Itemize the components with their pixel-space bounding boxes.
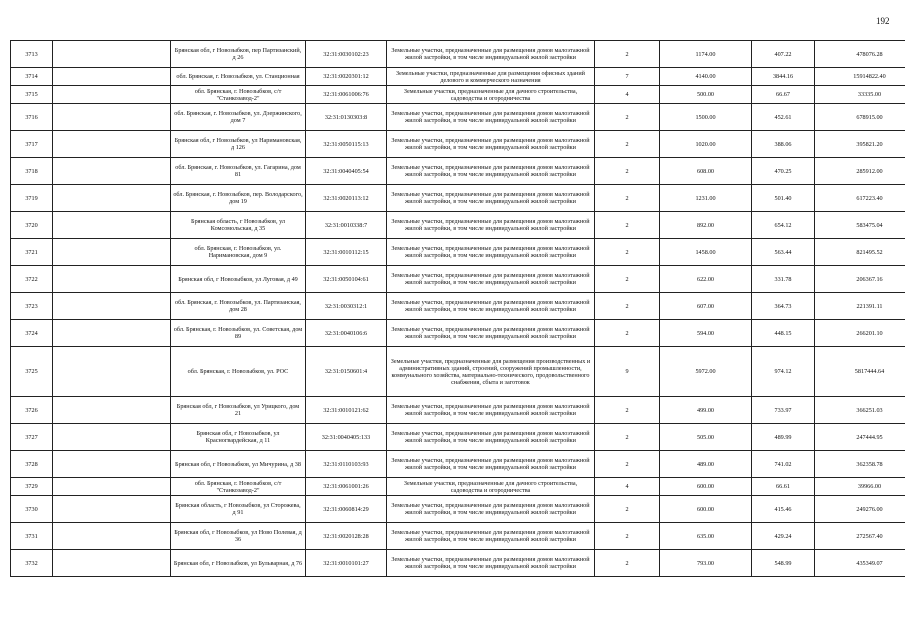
group-cell: 7 — [595, 68, 660, 86]
table-row — [11, 86, 905, 104]
unit-price-cell: 66.61 — [752, 478, 815, 496]
group-cell: 2 — [595, 550, 660, 577]
cadastral-number-cell: 32:31:0060814:29 — [306, 496, 387, 523]
area-cell: 505.00 — [660, 424, 752, 451]
table-row — [11, 293, 905, 320]
empty-cell — [53, 496, 171, 523]
land-use-cell: Земельные участки, предназначенные для размещения домов малоэтажной жилой застройки, в том числе индивидуальной жилой застройки — [387, 131, 595, 158]
row-number: 3732 — [11, 550, 53, 577]
cadastral-value-cell: 15914822.40 — [815, 68, 905, 86]
cadastral-value-cell: 821495.52 — [815, 239, 905, 266]
area-cell: 622.00 — [660, 266, 752, 293]
land-use-cell: Земельные участки, предназначенные для размещения офисных зданий делового и коммерческого назначения — [387, 68, 595, 86]
land-use-cell: Земельные участки, предназначенные для размещения домов малоэтажной жилой застройки, в том числе индивидуальной жилой застройки — [387, 496, 595, 523]
cadastral-value-cell: 285912.00 — [815, 158, 905, 185]
empty-cell — [53, 266, 171, 293]
land-use-cell: Земельные участки, предназначенные для размещения домов малоэтажной жилой застройки, в том числе индивидуальной жилой застройки — [387, 424, 595, 451]
table-row — [11, 41, 905, 68]
area-cell: 892.00 — [660, 212, 752, 239]
group-cell: 2 — [595, 239, 660, 266]
address-cell: Брянская обл, г Новозыбков, ул Луговая, д 49 — [171, 266, 306, 293]
group-cell: 4 — [595, 478, 660, 496]
cadastral-number-cell: 32:31:0010112:15 — [306, 239, 387, 266]
unit-price-cell: 501.40 — [752, 185, 815, 212]
empty-cell — [53, 41, 171, 68]
address-cell: обл. Брянская, г. Новозыбков, ул. Советская, дом 89 — [171, 320, 306, 347]
table-row — [11, 496, 905, 523]
area-cell: 1500.00 — [660, 104, 752, 131]
cadastral-value-cell: 583475.04 — [815, 212, 905, 239]
cadastral-number-cell: 32:31:0040405:133 — [306, 424, 387, 451]
address-cell: Брянская обл, г Новозыбков, ул Урицкого, дом 21 — [171, 397, 306, 424]
table-row — [11, 212, 905, 239]
unit-price-cell: 452.61 — [752, 104, 815, 131]
area-cell: 1458.00 — [660, 239, 752, 266]
empty-cell — [53, 550, 171, 577]
cadastral-number-cell: 32:31:0040405:54 — [306, 158, 387, 185]
land-use-cell: Земельные участки, предназначенные для размещения домов малоэтажной жилой застройки, в том числе индивидуальной жилой застройки — [387, 104, 595, 131]
row-number: 3718 — [11, 158, 53, 185]
address-cell: обл. Брянская, г. Новозыбков, с/т "Станкозавод-2" — [171, 478, 306, 496]
unit-price-cell: 654.12 — [752, 212, 815, 239]
unit-price-cell: 415.46 — [752, 496, 815, 523]
row-number: 3717 — [11, 131, 53, 158]
land-use-cell: Земельные участки, предназначенные для размещения домов малоэтажной жилой застройки, в том числе индивидуальной жилой застройки — [387, 293, 595, 320]
cadastral-number-cell: 32:31:0020113:12 — [306, 185, 387, 212]
cadastral-value-cell: 5817444.64 — [815, 347, 905, 397]
group-cell: 2 — [595, 41, 660, 68]
unit-price-cell: 364.73 — [752, 293, 815, 320]
cadastral-value-cell: 395821.20 — [815, 131, 905, 158]
address-cell: обл. Брянская, г. Новозыбков, пер. Володарского, дом 19 — [171, 185, 306, 212]
land-use-cell: Земельные участки, предназначенные для размещения производственных и административных зданий, строений, сооружений промышленности, коммунального хозяйства, материально-технического, продовольственного снабжения, сбыта и заготовок — [387, 347, 595, 397]
land-use-cell: Земельные участки, предназначенные для размещения домов малоэтажной жилой застройки, в том числе индивидуальной жилой застройки — [387, 451, 595, 478]
cadastral-number-cell: 32:31:0030102:23 — [306, 41, 387, 68]
empty-cell — [53, 212, 171, 239]
cadastral-value-cell: 206367.16 — [815, 266, 905, 293]
table-row — [11, 320, 905, 347]
address-cell: Брянская обл, г Новозыбков, ул Мичурина, д 38 — [171, 451, 306, 478]
row-number: 3728 — [11, 451, 53, 478]
unit-price-cell: 489.99 — [752, 424, 815, 451]
unit-price-cell: 563.44 — [752, 239, 815, 266]
address-cell: Брянская обл, г Новозыбков, ул Наримановская, д 126 — [171, 131, 306, 158]
address-cell: обл. Брянская, г. Новозыбков, ул. Гагарина, дом 81 — [171, 158, 306, 185]
address-cell: обл. Брянская, г. Новозыбков, ул. Наримановская, дом 9 — [171, 239, 306, 266]
cadastral-value-cell: 33335.00 — [815, 86, 905, 104]
row-number: 3730 — [11, 496, 53, 523]
group-cell: 2 — [595, 320, 660, 347]
group-cell: 2 — [595, 424, 660, 451]
land-use-cell: Земельные участки, предназначенные для размещения домов малоэтажной жилой застройки, в том числе индивидуальной жилой застройки — [387, 266, 595, 293]
land-use-cell: Земельные участки, предназначенные для размещения домов малоэтажной жилой застройки, в том числе индивидуальной жилой застройки — [387, 239, 595, 266]
cadastral-number-cell: 32:31:0061006:76 — [306, 86, 387, 104]
land-use-cell: Земельные участки, предназначенные для дачного строительства, садоводства и огородничества — [387, 478, 595, 496]
cadastral-value-cell: 478076.28 — [815, 41, 905, 68]
row-number: 3721 — [11, 239, 53, 266]
cadastral-value-cell: 249276.00 — [815, 496, 905, 523]
unit-price-cell: 974.12 — [752, 347, 815, 397]
cadastral-number-cell: 32:31:0010121:62 — [306, 397, 387, 424]
empty-cell — [53, 293, 171, 320]
table-row — [11, 478, 905, 496]
area-cell: 594.00 — [660, 320, 752, 347]
area-cell: 1174.00 — [660, 41, 752, 68]
cadastral-value-cell: 366251.03 — [815, 397, 905, 424]
group-cell: 2 — [595, 158, 660, 185]
group-cell: 2 — [595, 293, 660, 320]
land-registry-table — [10, 40, 905, 577]
row-number: 3725 — [11, 347, 53, 397]
land-use-cell: Земельные участки, предназначенные для размещения домов малоэтажной жилой застройки, в том числе индивидуальной жилой застройки — [387, 41, 595, 68]
area-cell: 499.00 — [660, 397, 752, 424]
address-cell: обл. Брянская, г. Новозыбков, с/т "Станкозавод-2" — [171, 86, 306, 104]
unit-price-cell: 388.06 — [752, 131, 815, 158]
row-number: 3726 — [11, 397, 53, 424]
address-cell: обл. Брянская, г. Новозыбков, ул. Станционная — [171, 68, 306, 86]
empty-cell — [53, 239, 171, 266]
address-cell: обл. Брянская, г. Новозыбков, ул. РОС — [171, 347, 306, 397]
cadastral-value-cell: 39966.00 — [815, 478, 905, 496]
area-cell: 4140.00 — [660, 68, 752, 86]
group-cell: 2 — [595, 523, 660, 550]
group-cell: 2 — [595, 397, 660, 424]
cadastral-value-cell: 435349.07 — [815, 550, 905, 577]
empty-cell — [53, 424, 171, 451]
cadastral-number-cell: 32:31:0040106:6 — [306, 320, 387, 347]
cadastral-value-cell: 247444.95 — [815, 424, 905, 451]
cadastral-number-cell: 32:31:0110103:93 — [306, 451, 387, 478]
table-row — [11, 266, 905, 293]
address-cell: Брянская обл, г Новозыбков, пер Партизанский, д 26 — [171, 41, 306, 68]
row-number: 3723 — [11, 293, 53, 320]
cadastral-number-cell: 32:31:0010338:7 — [306, 212, 387, 239]
table-row — [11, 424, 905, 451]
cadastral-value-cell: 678915.00 — [815, 104, 905, 131]
unit-price-cell: 66.67 — [752, 86, 815, 104]
land-use-cell: Земельные участки, предназначенные для размещения домов малоэтажной жилой застройки, в том числе индивидуальной жилой застройки — [387, 523, 595, 550]
cadastral-number-cell: 32:31:0020301:12 — [306, 68, 387, 86]
land-use-cell: Земельные участки, предназначенные для размещения домов малоэтажной жилой застройки, в том числе индивидуальной жилой застройки — [387, 212, 595, 239]
land-use-cell: Земельные участки, предназначенные для размещения домов малоэтажной жилой застройки, в том числе индивидуальной жилой застройки — [387, 185, 595, 212]
row-number: 3722 — [11, 266, 53, 293]
row-number: 3720 — [11, 212, 53, 239]
group-cell: 2 — [595, 212, 660, 239]
table-row — [11, 131, 905, 158]
land-use-cell: Земельные участки, предназначенные для дачного строительства, садоводства и огородничества — [387, 86, 595, 104]
group-cell: 2 — [595, 496, 660, 523]
table-row — [11, 397, 905, 424]
cadastral-number-cell: 32:31:0130303:8 — [306, 104, 387, 131]
group-cell: 2 — [595, 185, 660, 212]
area-cell: 635.00 — [660, 523, 752, 550]
group-cell: 2 — [595, 451, 660, 478]
land-use-cell: Земельные участки, предназначенные для размещения домов малоэтажной жилой застройки, в том числе индивидуальной жилой застройки — [387, 397, 595, 424]
unit-price-cell: 429.24 — [752, 523, 815, 550]
group-cell: 2 — [595, 131, 660, 158]
empty-cell — [53, 131, 171, 158]
area-cell: 1020.00 — [660, 131, 752, 158]
row-number: 3727 — [11, 424, 53, 451]
table-row — [11, 523, 905, 550]
cadastral-number-cell: 32:31:0010101:27 — [306, 550, 387, 577]
unit-price-cell: 448.15 — [752, 320, 815, 347]
address-cell: Брянская обл, г Новозыбков, ул Ново Полевая, д 36 — [171, 523, 306, 550]
row-number: 3715 — [11, 86, 53, 104]
area-cell: 600.00 — [660, 496, 752, 523]
table-body — [11, 41, 905, 577]
table-row — [11, 185, 905, 212]
cadastral-number-cell: 32:31:0061001:26 — [306, 478, 387, 496]
unit-price-cell: 407.22 — [752, 41, 815, 68]
area-cell: 500.00 — [660, 86, 752, 104]
cadastral-number-cell: 32:31:0050115:13 — [306, 131, 387, 158]
row-number: 3714 — [11, 68, 53, 86]
row-number: 3729 — [11, 478, 53, 496]
address-cell: Брянская обл, г Новозыбков, ул Красногвардейская, д 11 — [171, 424, 306, 451]
cadastral-value-cell: 272567.40 — [815, 523, 905, 550]
row-number: 3724 — [11, 320, 53, 347]
cadastral-value-cell: 362358.78 — [815, 451, 905, 478]
table-row — [11, 451, 905, 478]
unit-price-cell: 548.99 — [752, 550, 815, 577]
row-number: 3716 — [11, 104, 53, 131]
empty-cell — [53, 68, 171, 86]
empty-cell — [53, 104, 171, 131]
unit-price-cell: 741.02 — [752, 451, 815, 478]
empty-cell — [53, 397, 171, 424]
unit-price-cell: 733.97 — [752, 397, 815, 424]
cadastral-number-cell: 32:31:0020128:28 — [306, 523, 387, 550]
address-cell: Брянская область, г Новозыбков, ул Комсомольская, д 35 — [171, 212, 306, 239]
empty-cell — [53, 158, 171, 185]
address-cell: Брянская область, г Новозыбков, ул Сторожева, д 91 — [171, 496, 306, 523]
unit-price-cell: 331.78 — [752, 266, 815, 293]
area-cell: 1231.00 — [660, 185, 752, 212]
area-cell: 607.00 — [660, 293, 752, 320]
group-cell: 2 — [595, 266, 660, 293]
group-cell: 2 — [595, 104, 660, 131]
cadastral-number-cell: 32:31:0050104:61 — [306, 266, 387, 293]
cadastral-number-cell: 32:31:0150601:4 — [306, 347, 387, 397]
address-cell: Брянская обл, г Новозыбков, ул Бульварная, д 76 — [171, 550, 306, 577]
land-use-cell: Земельные участки, предназначенные для размещения домов малоэтажной жилой застройки, в том числе индивидуальной жилой застройки — [387, 158, 595, 185]
table-row — [11, 158, 905, 185]
unit-price-cell: 470.25 — [752, 158, 815, 185]
area-cell: 5972.00 — [660, 347, 752, 397]
land-use-cell: Земельные участки, предназначенные для размещения домов малоэтажной жилой застройки, в том числе индивидуальной жилой застройки — [387, 550, 595, 577]
table-row — [11, 347, 905, 397]
cadastral-value-cell: 221391.11 — [815, 293, 905, 320]
address-cell: обл. Брянская, г. Новозыбков, ул. Партизанская, дом 28 — [171, 293, 306, 320]
land-use-cell: Земельные участки, предназначенные для размещения домов малоэтажной жилой застройки, в том числе индивидуальной жилой застройки — [387, 320, 595, 347]
table-row — [11, 550, 905, 577]
empty-cell — [53, 478, 171, 496]
row-number: 3731 — [11, 523, 53, 550]
page-number: 192 — [876, 16, 890, 26]
empty-cell — [53, 320, 171, 347]
row-number: 3713 — [11, 41, 53, 68]
empty-cell — [53, 523, 171, 550]
unit-price-cell: 3844.16 — [752, 68, 815, 86]
empty-cell — [53, 86, 171, 104]
table-row — [11, 68, 905, 86]
cadastral-value-cell: 266201.10 — [815, 320, 905, 347]
area-cell: 608.00 — [660, 158, 752, 185]
table-row — [11, 104, 905, 131]
area-cell: 600.00 — [660, 478, 752, 496]
empty-cell — [53, 451, 171, 478]
area-cell: 793.00 — [660, 550, 752, 577]
row-number: 3719 — [11, 185, 53, 212]
empty-cell — [53, 347, 171, 397]
cadastral-value-cell: 617223.40 — [815, 185, 905, 212]
group-cell: 9 — [595, 347, 660, 397]
cadastral-number-cell: 32:31:0030312:1 — [306, 293, 387, 320]
empty-cell — [53, 185, 171, 212]
table-row — [11, 239, 905, 266]
address-cell: обл. Брянская, г. Новозыбков, ул. Дзержинского, дом 7 — [171, 104, 306, 131]
area-cell: 489.00 — [660, 451, 752, 478]
group-cell: 4 — [595, 86, 660, 104]
